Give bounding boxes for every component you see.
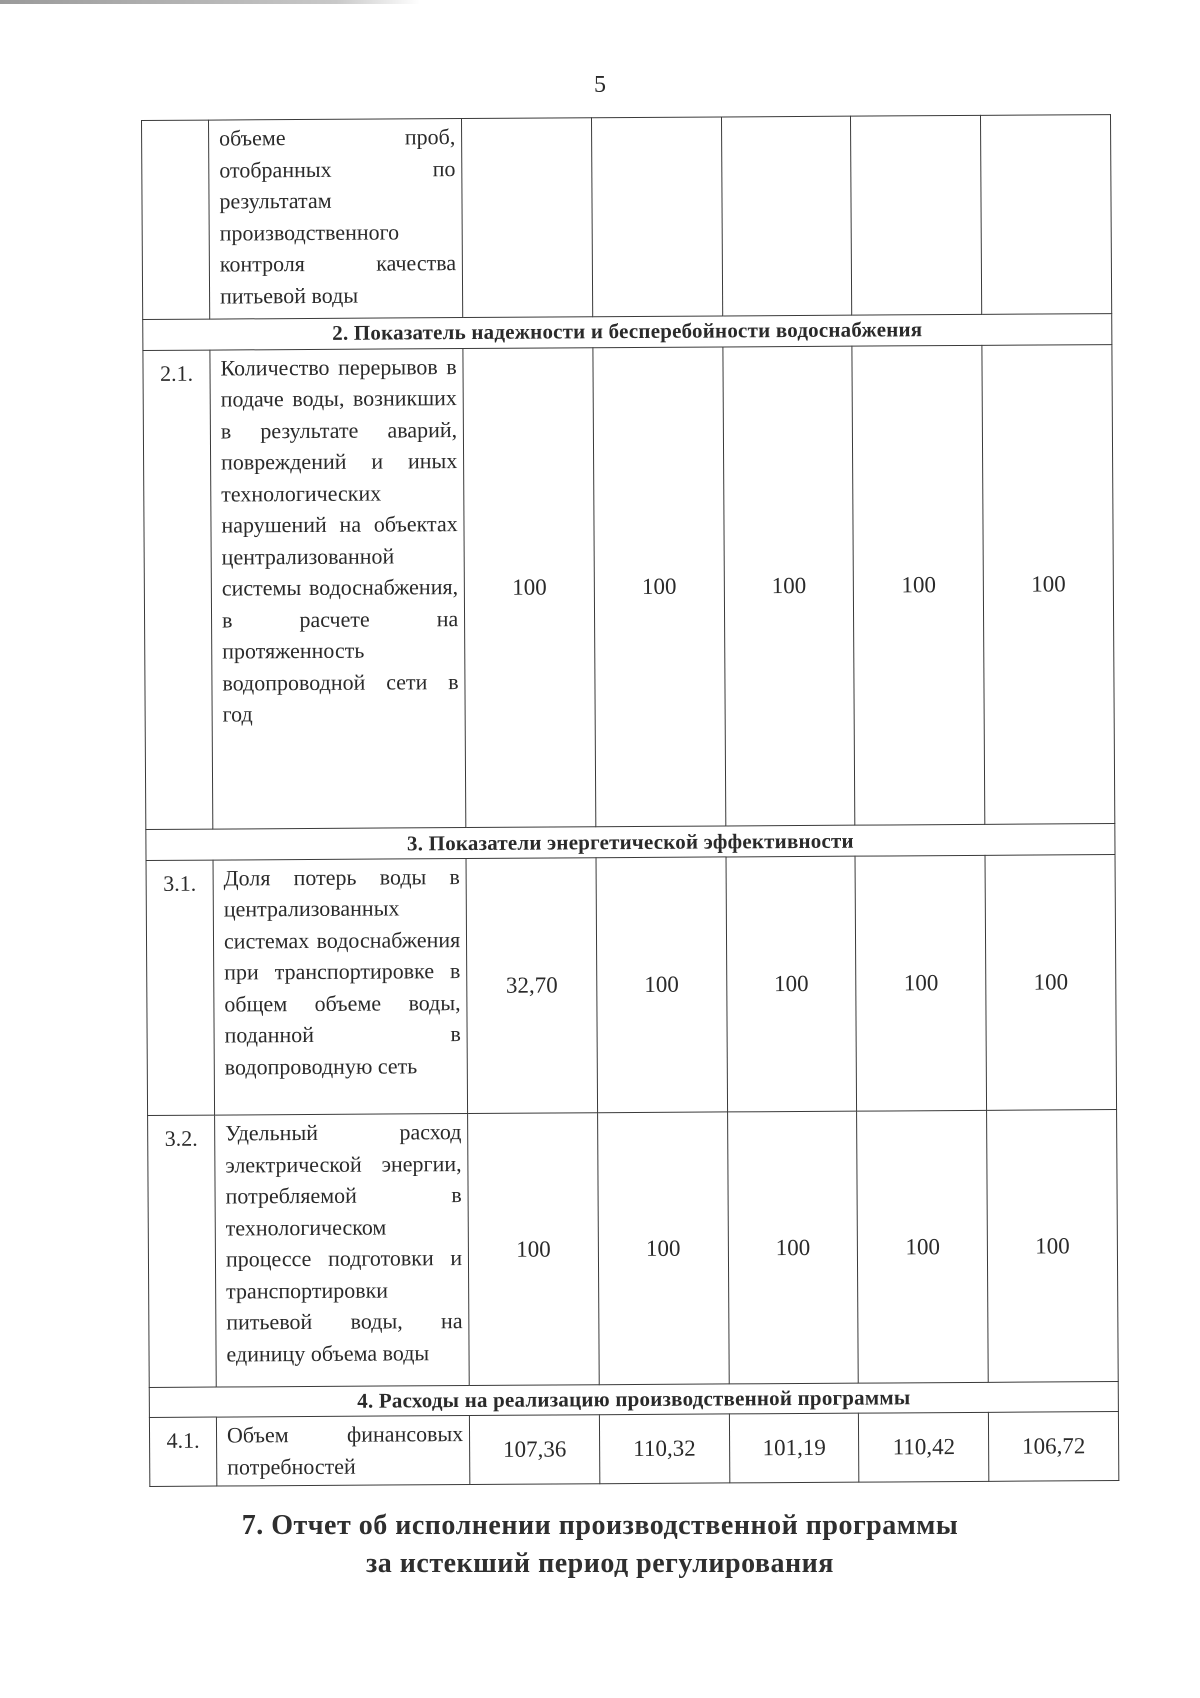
table-row-continued <box>142 115 1112 320</box>
table-row <box>148 1110 1119 1388</box>
value-cell <box>851 115 982 315</box>
value-cell: 100 <box>852 345 985 826</box>
value-cell: 100 <box>726 856 857 1112</box>
value-cell: 110,32 <box>599 1414 729 1483</box>
value-cell: 107,36 <box>470 1415 600 1484</box>
value-cell <box>721 116 852 316</box>
value-cell: 106,72 <box>989 1412 1119 1481</box>
table-row <box>149 1412 1118 1487</box>
section-title: 4. Расходы на реализацию производственной программы <box>149 1382 1118 1418</box>
row-number: 4.1. <box>149 1417 216 1486</box>
value-cell: 100 <box>468 1113 599 1386</box>
value-cell: 100 <box>855 855 986 1111</box>
report-heading <box>0 1507 1200 1583</box>
indicator-label: Доля потерь воды в централизованных системах водоснабжения при транспортировке в общем объеме воды, поданной в водопроводную сеть <box>213 858 468 1115</box>
value-cell: 100 <box>596 857 727 1113</box>
value-cell <box>462 118 593 318</box>
value-cell: 100 <box>723 346 856 827</box>
report-heading-line1: 7. Отчет об исполнении производственной программы <box>241 1510 959 1541</box>
table-row <box>143 344 1115 830</box>
scan-edge <box>0 0 420 4</box>
row-number: 3.1. <box>146 860 215 1116</box>
value-cell: 100 <box>598 1112 729 1385</box>
indicator-label: объеме проб, отобранных по результатам производственного контроля качества питьевой воды <box>208 119 462 320</box>
indicators-table <box>141 114 1119 1487</box>
value-cell: 110,42 <box>859 1413 989 1482</box>
value-cell: 100 <box>982 344 1115 825</box>
section-title: 3. Показатели энергетической эффективности <box>146 824 1115 860</box>
value-cell: 100 <box>463 347 596 828</box>
indicator-label: Удельный расход электрической энергии, потребляемой в технологическом процессе подготовки и транспортировки питьевой воды, на единицу объема воды <box>215 1114 470 1388</box>
page-number: 5 <box>594 72 606 98</box>
value-cell: 100 <box>593 346 726 827</box>
value-cell: 101,19 <box>729 1413 859 1482</box>
value-cell: 100 <box>727 1111 858 1384</box>
value-cell: 100 <box>985 854 1116 1110</box>
value-cell: 32,70 <box>466 857 597 1113</box>
report-heading-line2: за истекший период регулирования <box>366 1548 834 1579</box>
value-cell <box>591 117 722 317</box>
value-cell: 100 <box>857 1110 988 1383</box>
value-cell <box>981 115 1112 315</box>
row-number: 2.1. <box>143 350 213 830</box>
row-number-cell <box>142 120 210 320</box>
section-title: 2. Показатель надежности и бесперебойности водоснабжения <box>143 314 1112 350</box>
indicator-label: Объем финансовых потребностей <box>216 1416 470 1486</box>
value-cell: 100 <box>987 1110 1118 1383</box>
row-number: 3.2. <box>148 1115 217 1388</box>
indicator-label: Количество перерывов в подаче воды, возникших в результате аварий, повреждений и иных технологических нарушений на объектах централизованной системы водоснабжения, в расчете на протяженность водопроводной сети в год <box>210 348 466 829</box>
table-row <box>146 854 1117 1115</box>
